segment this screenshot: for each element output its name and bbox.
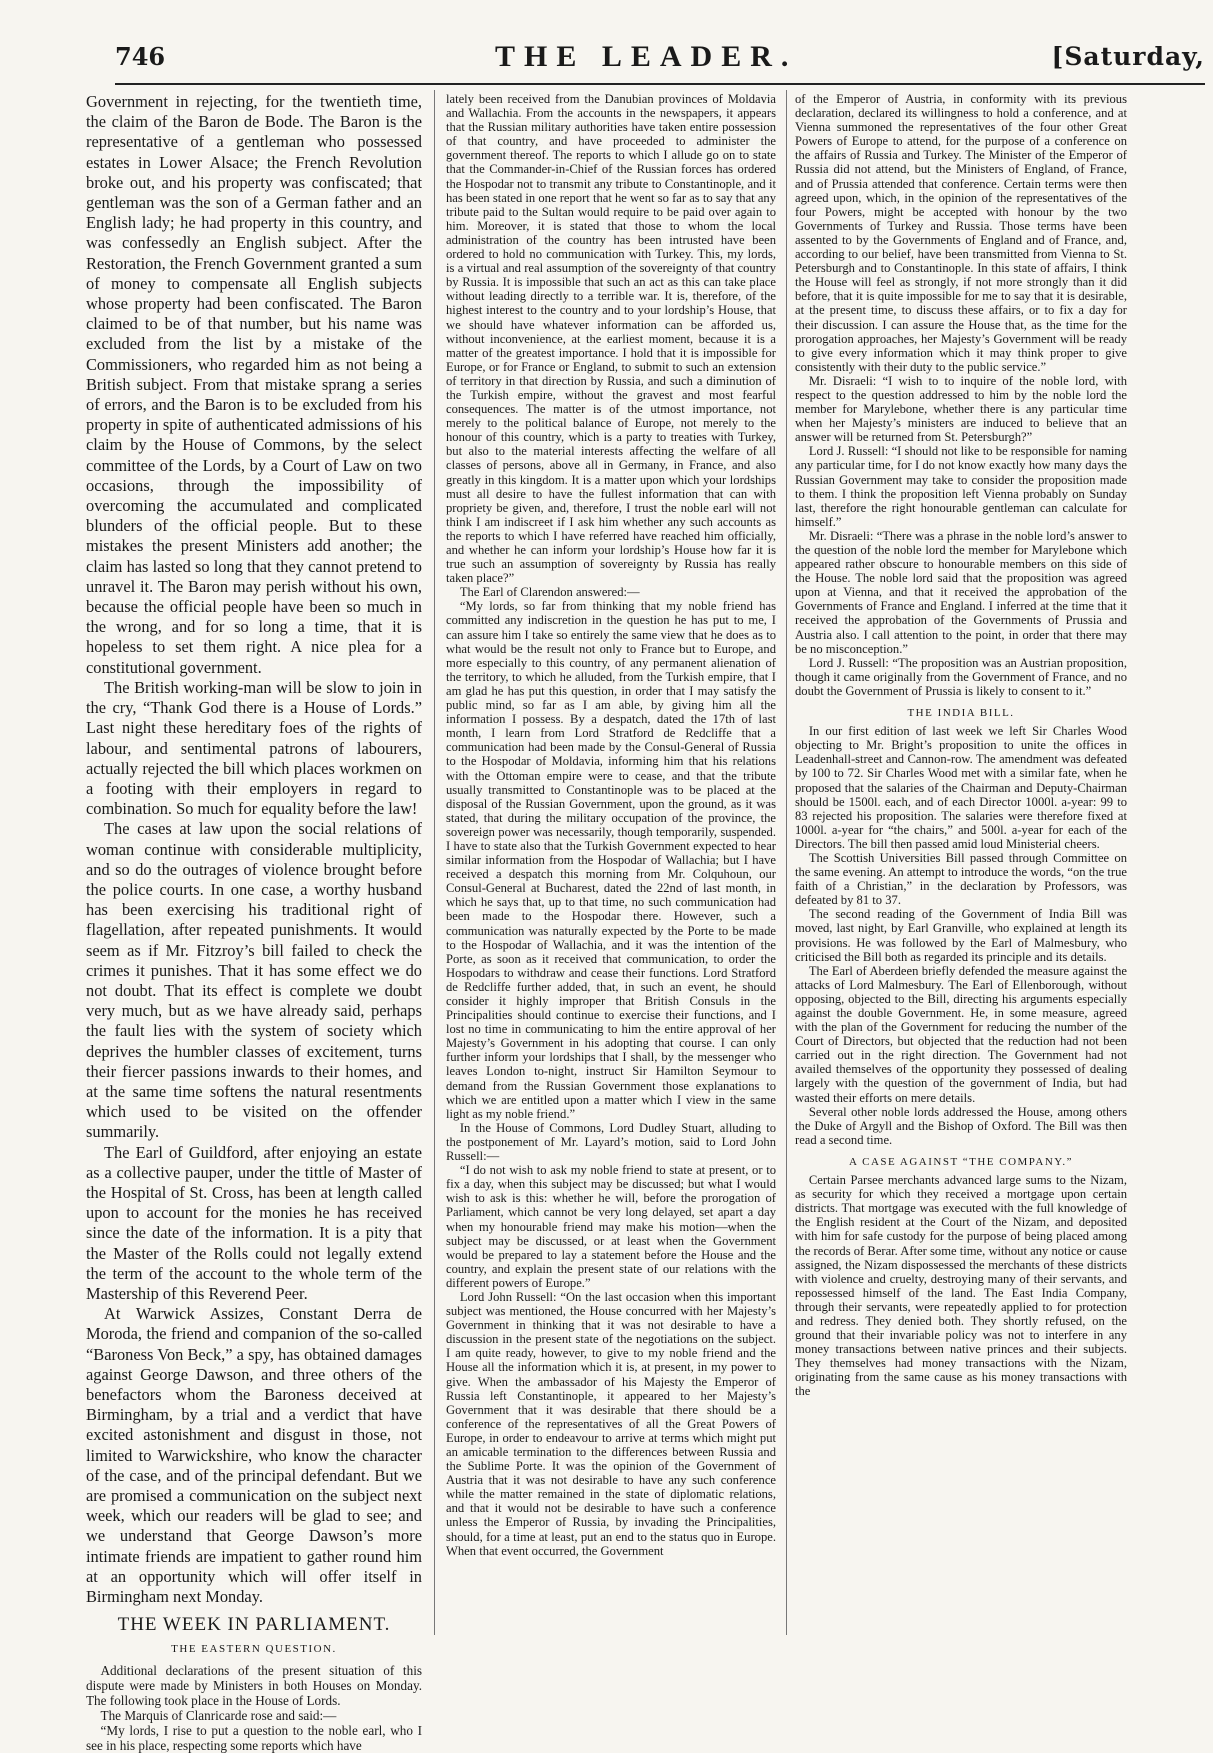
header-rule [115,83,1205,85]
paragraph: Mr. Disraeli: “There was a phrase in the noble lord’s answer to the question of the noble lord the member for Marylebone which appeared rather obscure to honourable members on this side of the House. The noble lord said that the proposition was agreed upon at Vienna, and that it received the approbation of the Governments of France and England. I inferred at the time that it received the approbation of the Governments of Prussia and Austria also. I call attention to the point, in order that there may be no misconception.” [795,528,1127,656]
paragraph: Government in rejecting, for the twentieth time, the claim of the Baron de Bode. The Baron is the representative of a gentleman who possessed estates in Lower Alsace; the French Revolution broke out, and his property was confiscated; that gentleman was the son of a German father and an English lady; he had property in this country, and was confessedly an English subject. After the Restoration, the French Government granted a sum of money to compensate all English subjects whose property had been confiscated. The Baron claimed to be of that number, but his name was excluded from the list by a mistake of the Commissioners, who regarded him as not being a British subject. From that mistake sprang a series of errors, and the Baron is to be excluded from his property in spite of authenticated admissions of his claim by the House of Commons, by the select committee of the Lords, by a Court of Law on two occasions, through the impossibility of overcoming the accumulated and complicated blunders of the official people. But to these mistakes the present Ministers add another; the claim has lasted so long that they cannot pretend to unravel it. The Baron may perish without his own, because the official people have been so much in the wrong, and for so long a time, that it is hopeless to set them right. A nice plea for a constitutional government. [86,92,422,677]
masthead [115,40,1205,84]
paragraph: The British working-man will be slow to join in the cry, “Thank God there is a House of Lords.” Last night these hereditary foes of the rights of labour, and sentimental patrons of labourers, actually rejected the bill which places workmen on a footing with their employers in regard to combination. So much for equality before the law! [86,677,422,819]
paragraph: of the Emperor of Austria, in conformity with its previous declaration, declared its willingness to hold a conference, and at Vienna summoned the representatives of the four other Great Powers of Europe to attend, for the purpose of a conference on the affairs of Russia and Turkey. The Minister of the Emperor of Russia did not attend, but the Ministers of England, of France, and of Prussia attended that conference. Certain terms were then agreed upon, which, in the opinion of the representatives of the four Powers, might be accepted with honour by the two Governments of Turkey and Russia. Those terms have been assented to by the Governments of England and of France, and, according to our belief, have been transmitted from Vienna to St. Petersburgh and to Constantinople. In this state of affairs, I think the House will feel as strongly, if not more strongly than it did before, that it is quite impossible for me to say that it is desirable, at the present time, to discuss these affairs, or to fix a day for their discussion. I can assure the House that, as the time for the prorogation approaches, her Majesty’s Government will be ready to give every information which it may think proper to give consistently with their duty to the public service.” [795,92,1127,374]
paragraph: At Warwick Assizes, Constant Derra de Moroda, the friend and companion of the so-called “Baroness Von Beck,” a spy, has obtained damages against George Dawson, and three others of the benefactors whom the Baroness deceived at Birmingham, by a trial and a verdict that have excited astonishment and disgust in those, not limited to Warwickshire, who know the character of the case, and of the principal defendant. But we are promised a communication on the subject next week, which our readers will be glad to see; and we understand that George Dawson’s more intimate friends are impatient to gather round him at an opportunity which will offer itself in Birmingham next Monday. [86,1304,422,1607]
paragraph: The Marquis of Clanricarde rose and said:— [100,1707,337,1723]
paragraph: Certain Parsee merchants advanced large sums to the Nizam, as security for which they received a mortgage upon certain districts. That mortgage was executed with the full knowledge of the English resident at the Court of the Nizam, and deposited with him for safe custody for the purpose of being placed among the records of Berar. After some time, without any notice or cause assigned, the Nizam dispossessed the merchants of these districts with violence and cruelty, destroying many of their servants, and repossessed himself of the land. The East India Company, through their servants, were repeatedly applied to for protection and redress. They denied both. They shortly refused, on the ground that their invariable policy was not to interfere in any money transactions between native princes and their subjects. They themselves had money transactions with the Nizam, originating from the same cause as his money transactions with the [795,1173,1127,1399]
paragraph: “I do not wish to ask my noble friend to state at present, or to fix a day, when this subject may be discussed; but what I would wish to ask is this: whether he will, before the prorogation of Parliament, which cannot be very long delayed, set apart a day when my honourable friend may make his motion—when the subject may be discussed, or at least when the Government would be prepared to lay a statement before the House and the country, and explain the present state of our relations with the different powers of Europe.” [446,1163,776,1290]
page-number: 746 [115,42,166,71]
section-heading-india-bill: THE INDIA BILL. [907,707,1015,720]
paragraph: Several other noble lords addressed the House, among others the Duke of Argyll and the Bishop of Oxford. The Bill was then read a second time. [795,1104,1127,1147]
subsection-heading: THE EASTERN QUESTION. [171,1643,337,1656]
paragraph: The second reading of the Government of India Bill was moved, last night, by Earl Granville, who explained at length its provisions. He was followed by the Earl of Malmesbury, who criticised the Bill both as regarded its principle and its details. [795,907,1127,964]
paragraph: Mr. Disraeli: “I wish to to inquire of the noble lord, with respect to the question addressed to him by the noble lord the member for Marylebone, whether there is any particular time when her Majesty’s ministers are induced to believe that an answer will be returned from St. Petersburgh?” [795,373,1127,445]
column-1 [86,92,422,1753]
paragraph: In our first edition of last week we left Sir Charles Wood objecting to Mr. Bright’s proposition to unite the offices in Leadenhall-street and Cannon-row. The amendment was defeated by 100 to 72. Sir Charles Wood met with a similar fate, when he proposed that the salaries of the Chairman and Deputy-Chairman should be 1500l. each, and of each Director 1000l. a-year: 99 to 83 rejected his proposition. The salaries were therefore fixed at 1000l. a-year for “the chairs,” and 500l. a-year for each of the Directors. The bill then passed amid loud Ministerial cheers. [795,724,1127,851]
paragraph: Lord J. Russell: “I should not like to be responsible for naming any particular time, for I do not know exactly how many days the Russian Government may take to consider the proposition made to them. I think the proposition left Vienna probably on Sunday last, therefore the right honourable gentleman can calculate for himself.” [795,444,1127,529]
paragraph: The cases at law upon the social relations of woman continue with considerable multiplicity, and so do the outrages of violence brought before the police courts. In one case, a worthy husband has been exercising his traditional right of flagellation, after repeated punishments. It would seem as if Mr. Fitzroy’s bill failed to check the crimes it punishes. That it has some effect we do not doubt. That its effect is complete we doubt very much, but as we have already said, perhaps the fault lies with the system of society which deprives the humbler classes of excitement, turns their fiercer passions inwards to their homes, and at the same time softens the natural resentments which used to be visited on the offender summarily. [86,819,422,1142]
paragraph: The Earl of Guildford, after enjoying an estate as a collective pauper, under the tittle of Master of the Hospital of St. Cross, has been at length called upon to account for the monies he has received since the date of the information. It is a pity that the Master of the Rolls could not legally extend the term of the account to the whole term of the Mastership of this Reverend Peer. [86,1142,422,1303]
paragraph: The Earl of Clarendon answered:— [459,585,640,600]
column-2 [446,92,776,1637]
paragraph: “My lords, so far from thinking that my noble friend has committed any indiscretion in the question he has put to me, I can assure him I take so entirely the same view that he does as to what would be the result not only to France but to Europe, and more especially to this country, of any permanent alienation of the territory, to which he alluded, from the Turkish empire, that I am glad he has put this question, in order that I may satisfy the public mind, so far as I am able, by giving him all the information I possess. By a despatch, dated the 17th of last month, I learn from Lord Stratford de Redcliffe that a communication had been made by the Consul-General of Russia to the Hospodar of Moldavia, informing him that his relations with the Ottoman empire were to cease, and that the tribute usually transmitted to Constantinople was to be placed at the disposal of the Russian Government, upon the ground, as it was stated, that during the military occupation of the province, the sovereign power was necessarily, though temporarily, suspended. I have to state also that the Turkish Government expected to hear similar information from the Hospodar of Wallachia; but I have received a despatch this morning from Mr. Colquhoun, our Consul-General at Bucharest, dated the 22nd of last month, in which he says that, up to that time, no such communication had been made to the Hospodar there. However, such a communication was naturally expected by the Porte to be made to the Hospodar of Wallachia, and it was the intention of the Porte, as soon as it received that communication, to order the Hospodars to withdraw and cease their functions. Lord Stratford de Redcliffe further added, that, in such an event, he should consider it highly improper that British Consuls in the Principalities should continue to exercise their functions, and I lost no time in communicating to him the entire approval of her Majesty’s Government in his adopting that course. I can only further inform your lordships that I shall, by the messenger who leaves London to-night, instruct Sir Hamilton Seymour to demand from the Russian Government those explanations to which we are entitled upon a matter which I view in the same light as my noble friend.” [446,599,776,1121]
paragraph: Lord J. Russell: “The proposition was an Austrian proposition, though it came originally from the Government of France, and no doubt the Government of Prussia is likely to consent to it.” [795,655,1127,698]
paragraph: Additional declarations of the present situation of this dispute were made by Ministers in both Houses on Monday. The following took place in the House of Lords. [86,1662,422,1708]
paragraph: Lord John Russell: “On the last occasion when this important subject was mentioned, the House concurred with her Majesty’s Government in thinking that it was not desirable to have a discussion in the present state of the negotiations on the subject. I am quite ready, however, to give to my noble friend and the House all the information which it is, at present, in my power to give. When the ambassador of his Majesty the Emperor of Russia left Constantinople, it appeared to her Majesty’s Government that it was desirable that there should be a conference of the representatives of all the Great Powers of Europe, in order to endeavour to arrive at terms which might put an amicable termination to the differences between Russia and the Sublime Porte. It was the opinion of the Government of Austria that it was not desirable to have any such conference while the matter remained in the state of diplomatic relations, and that it would not be desirable to have such a conference unless the Emperor of Russia, by invading the Principalities, should, for a time at least, put an end to the status quo in Europe. When that event occurred, the Government [446,1289,776,1558]
newspaper-title: THE LEADER. [495,40,798,73]
paragraph: The Earl of Aberdeen briefly defended the measure against the attacks of Lord Malmesbury. The Earl of Ellenborough, without opposing, objected to the Bill, directing his arguments especially against the double Government. He, in some measure, agreed with the plan of the Government for reducing the number of the Court of Directors, but objected that the reduction had not been carried out in the right direction. The Government had not availed themselves of the opportunity they possessed of dealing largely with the question of the government of India, but had wasted their efforts on mere details. [795,963,1127,1105]
column-divider [786,90,787,1635]
issue-day: [Saturday, [1051,42,1205,71]
column-3 [795,92,1127,1637]
paragraph: lately been received from the Danubian provinces of Moldavia and Wallachia. From the accounts in the newspapers, it appears that the Russian military authorities have taken entire possession of that country, and have proceeded to administer the government thereof. The reports to which I allude go on to state that the Commander-in-Chief of the Russian forces has ordered the Hospodar not to transmit any tribute to Constantinople, and it has been stated in one report that he went so far as to say that any tribute paid to the Sultan would require to be paid over again to him. Moreover, it is stated that those to whom the local administration of the country has been intrusted have been ordered to hold no communication with Turkey. This, my lords, is a virtual and real assumption of the sovereignty of that country by Russia. It is impossible that such an act as this can take place without leading directly to a terrible war. It is, therefore, of the highest interest to the country and to your lordship’s House, that we should have whatever information can be afforded us, without inconvenience, at the earliest moment, because it is a matter of the greatest importance. I hold that it is impossible for Europe, or for France or England, to submit to such an extension of territory in that direction by Russia, and such a diminution of the Turkish empire, without the gravest and most fearful consequences. The matter is of the utmost importance, not merely to the political balance of Europe, not merely to the honour of this country, which is a party to treaties with Turkey, but also to the material interests affecting the welfare of all classes of persons, above all in Germany, in France, and also greatly in this kingdom. It is a matter upon which your lordships must all desire to have the fullest information that can with propriety be given, and, therefore, I trust the noble earl will not think I am indiscreet if I ask him whether any such accounts as the reports to which I have referred have reached him officially, and whether he can inform your lordship’s House how far it is true such an assumption of sovereignty by Russia has really taken place?” [446,92,776,586]
section-heading-company: A CASE AGAINST “THE COMPANY.” [849,1155,1073,1168]
section-heading: THE WEEK IN PARLIAMENT. [117,1614,391,1636]
paragraph: In the House of Commons, Lord Dudley Stuart, alluding to the postponement of Mr. Layard’s motion, said to Lord John Russell:— [446,1120,776,1164]
column-divider [434,90,435,1635]
paragraph: The Scottish Universities Bill passed through Committee on the same evening. An attempt to introduce the words, “on the true faith of a Christian,” in the declaration by Professors, was defeated by 81 to 37. [795,850,1127,908]
paragraph: “My lords, I rise to put a question to the noble earl, who I see in his place, respecting some reports which have [86,1722,422,1753]
